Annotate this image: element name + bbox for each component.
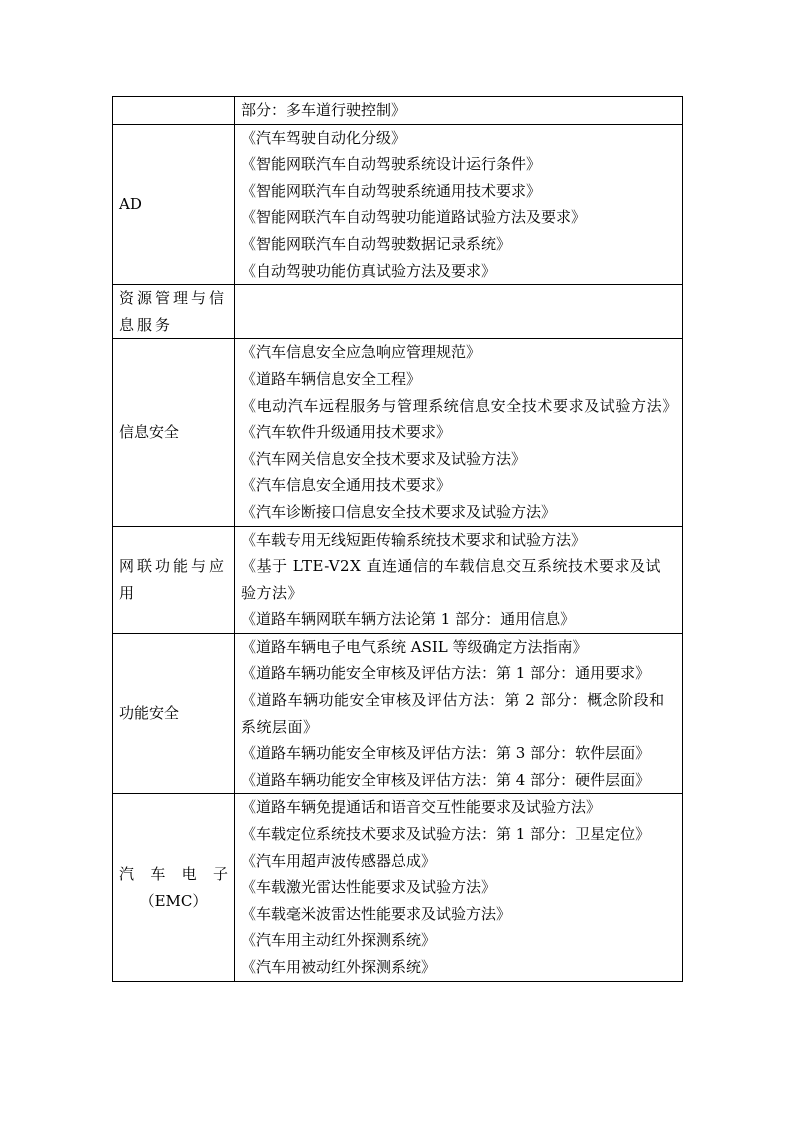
standard-item: 《汽车用被动红外探测系统》 [241, 958, 437, 976]
category-cell: 资源管理与信息服务 [113, 285, 235, 339]
standard-item: 《汽车驾驶自动化分级》 [241, 128, 407, 147]
table-row [113, 526, 683, 633]
category-sublabel: （EMC） [139, 891, 208, 910]
standard-item: 《汽车信息安全应急响应管理规范》 [241, 343, 482, 362]
table-row [113, 97, 683, 125]
standard-item: 《汽车用主动红外探测系统》 [241, 931, 437, 950]
standard-item: 《智能网联汽车自动驾驶功能道路试验方法及要求》 [241, 208, 587, 227]
standards-cell [235, 339, 683, 526]
category-cell: AD [113, 124, 235, 285]
standards-cell [235, 526, 683, 633]
category-cell: 信息安全 [113, 339, 235, 526]
standards-table [112, 96, 683, 982]
standard-item: 《汽车用超声波传感器总成》 [241, 851, 437, 870]
standards-cell [235, 633, 683, 794]
standard-item: 《汽车信息安全通用技术要求》 [241, 476, 452, 495]
standard-item: 《智能网联汽车自动驾驶数据记录系统》 [241, 234, 512, 253]
category-cell: 功能安全 [113, 633, 235, 794]
standard-item: 《道路车辆电子电气系统 ASIL 等级确定方法指南》 [241, 637, 588, 656]
standards-cell [235, 285, 683, 339]
table-row [113, 285, 683, 339]
standard-item: 《智能网联汽车自动驾驶系统通用技术要求》 [241, 181, 542, 200]
standard-item: 《道路车辆功能安全审核及评估方法：第 2 部分：概念阶段和系统层面》 [241, 691, 665, 736]
standards-cell [235, 97, 683, 125]
category-label: 汽车电子 [119, 864, 228, 883]
category-cell: 网联功能与应用 [113, 526, 235, 633]
standard-item: 《汽车网关信息安全技术要求及试验方法》 [241, 449, 527, 468]
standard-item: 部分：多车道行驶控制》 [241, 101, 407, 119]
table-row [113, 124, 683, 285]
standard-item: 《道路车辆免提通话和语音交互性能要求及试验方法》 [241, 798, 602, 817]
standard-item: 《道路车辆功能安全审核及评估方法：第 4 部分：硬件层面》 [241, 770, 651, 789]
table-row [113, 633, 683, 794]
standard-item: 《智能网联汽车自动驾驶系统设计运行条件》 [241, 155, 542, 174]
standard-item: 《车载毫米波雷达性能要求及试验方法》 [241, 904, 512, 923]
standard-item: 《汽车软件升级通用技术要求》 [241, 423, 452, 442]
table-row [113, 339, 683, 526]
table-row [113, 794, 683, 981]
standard-item: 《车载定位系统技术要求及试验方法：第 1 部分：卫星定位》 [241, 825, 651, 844]
standard-item: 《汽车诊断接口信息安全技术要求及试验方法》 [241, 502, 557, 521]
category-cell [113, 97, 235, 125]
standard-item: 《电动汽车远程服务与管理系统信息安全技术要求及试验方法》 [241, 396, 678, 415]
standards-cell [235, 124, 683, 285]
standards-cell [235, 794, 683, 981]
standard-item: 《道路车辆功能安全审核及评估方法：第 3 部分：软件层面》 [241, 744, 651, 763]
standard-item: 《车载激光雷达性能要求及试验方法》 [241, 878, 497, 897]
standard-item: 《自动驾驶功能仿真试验方法及要求》 [241, 261, 497, 280]
standard-item: 《车载专用无线短距传输系统技术要求和试验方法》 [241, 530, 587, 549]
standard-item: 《道路车辆功能安全审核及评估方法：第 1 部分：通用要求》 [241, 664, 651, 683]
category-cell [113, 794, 235, 981]
standard-item: 《道路车辆网联车辆方法论第 1 部分：通用信息》 [241, 610, 576, 629]
standard-item: 《基于 LTE-V2X 直连通信的车载信息交互系统技术要求及试验方法》 [241, 557, 662, 602]
standard-item: 《道路车辆信息安全工程》 [241, 369, 422, 388]
